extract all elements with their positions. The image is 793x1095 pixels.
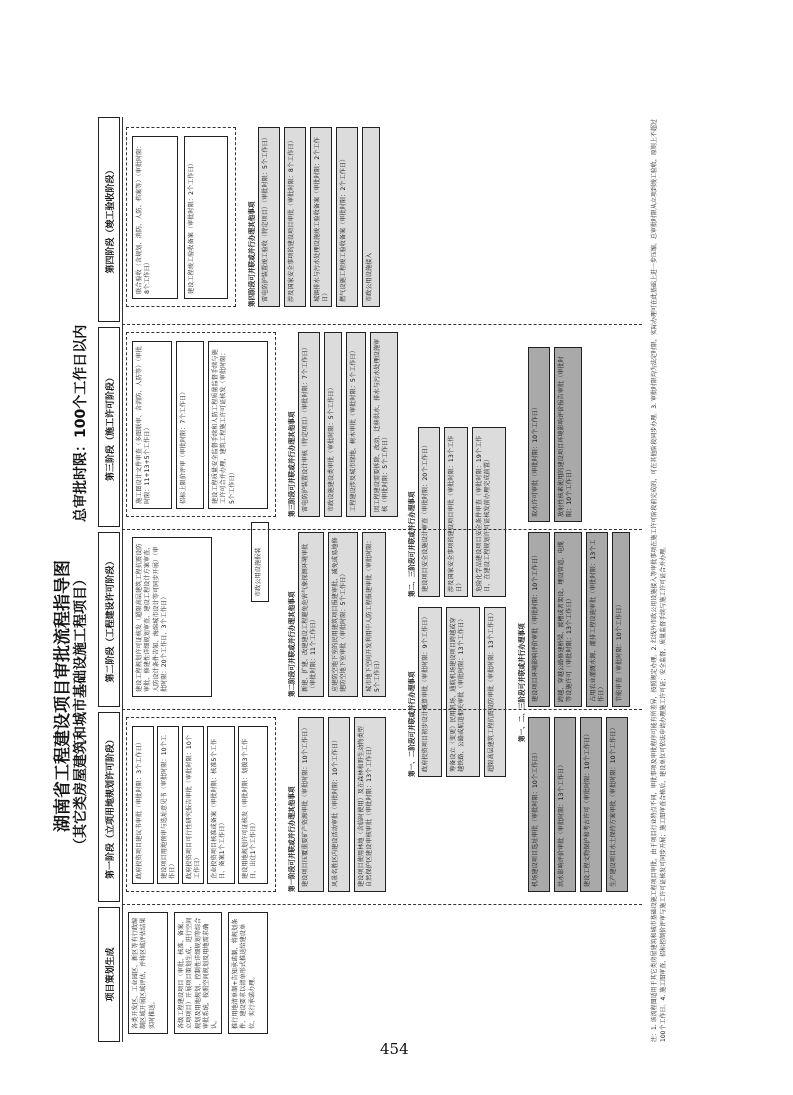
parallel-12-item: 筹备设立（变更）民用机场、通航机场建设项目跨越或穿越铁路、公路或航道相关审批（审批时限：13个工作日） [446, 607, 480, 777]
diagram-title: 湖南省工程建设项目审批流程指导图 [53, 560, 73, 832]
stage2-main: 建设工程规划许可证核发（超限高层建筑工程抗震设防审批、修建性详细规划审查、建设工程设计方案审查、人防设计条件告知、海绵城市设计等可同步开展）（审批时限：20个工作日、3个工作日） [132, 537, 212, 697]
parallel-4-item: 燃气设施工程竣工验收备案（审批时限：2个工作日） [336, 127, 358, 307]
parallel-1-item: 风景名胜区内建设活动审批（审批时限：10个工作日） [328, 717, 350, 892]
parallel-2-item: 新建、扩建、改建建设工程避免危害气象探测环境审批（审批时限：11个工作日） [298, 532, 324, 697]
parallel-4-title: 第四阶段可并联或并行办理其他事项 [248, 201, 256, 307]
parallel-3-title: 第三阶段可并联或并行办理其他事项 [288, 411, 296, 517]
parallel-123-item: 取水许可审批（审批时限：10个工作日） [528, 347, 550, 522]
parallel-3-item: 工程建设涉及城市绿地、树木审批（审批时限：5个工作日） [346, 332, 366, 517]
stage1-item: 建设用地规划许可证核发（审批时限：划拨3个工作日、出让1个工作日） [238, 726, 268, 884]
left-dark-item: 洪水影响评价审批（审批时限：13个工作日） [554, 717, 576, 892]
parallel-1-item: 建设项目使用林地（含临时使用）及在森林和野生动物类型自然保护区建设审核审批（审批时限：13个工作日） [354, 717, 386, 892]
parallel-12-item: 政府投资项目初步设计概算审批（审批时限：9个工作日） [418, 607, 442, 777]
planning-box: 推行用地清单制+告知承诺制，将规划条件、建设要求以清单形式推送给建设单位，实行承诺办理。 [228, 912, 268, 1034]
planning-box: 各级工程建设项目（审批、核准、备案、立项项目）开展项目策划生成，进行空间规划及用地规划、控制性详细规划等综合审批系统，按照空间规划及用地需求确认。 [174, 912, 222, 1034]
divider [122, 529, 642, 530]
stage3-item: 施工图设计文件审查（多图联审、含消防、人防等）（审批时限：11+13+5个工作日） [132, 341, 172, 509]
stage4-item: 联合验收（含规划、消防、人防、档案等）（审批时限：8个工作日） [132, 136, 178, 299]
parallel-2-title: 第二阶段可并联或并行办理其他事项 [288, 591, 296, 697]
parallel-23-title: 第二、三阶段可并联或并行办理事项 [408, 491, 416, 597]
diagram-subtitle: （其它类房屋建筑和城市基础设施工程项目） [73, 572, 89, 852]
divider [122, 324, 642, 325]
parallel-123-title: 第一、二、三阶段可并联或并行办理事项 [518, 623, 526, 742]
parallel-1-title: 第一阶段可并联或并行办理其他事项 [288, 786, 296, 892]
parallel-23-item: 建设项目安全设施设计审查（审批时限：20个工作日） [418, 427, 440, 597]
parallel-123-item: 占用农业灌溉水源、灌排工程设施审批（审批时限：13个工作日） [586, 532, 608, 707]
stage1-item: 政府投资项目可行性研究报告审批（审批时限：10个工作日） [182, 726, 204, 884]
stage3-item: 招标上限价评审（审批时限：7个工作日） [176, 341, 204, 509]
parallel-123-item: 建设项目环境影响评价审批（审批时限：10个工作日） [528, 532, 550, 707]
municipal-connect-box: 市政公用设施报装 [251, 522, 269, 602]
stage-header-1: 第一阶段（立项用地规划许可阶段） [98, 712, 120, 902]
parallel-4-item: 雷电防护装置竣工验收（特定项目）（审批时限：5个工作日） [258, 127, 280, 307]
parallel-23-item: 涉及国家安全事项的建设项目审批（审批时限：13个工作日） [444, 427, 468, 597]
footnotes: 注：1. 该流程图适用于其它类房屋建筑和城市基础设施工程项目审批。由于项目行业特点不同，审批事项及审批程序可能有所差异，按照规定办理。2. 红线外市政公用设施接入等审批事项在施工许可阶段前完成的，可在其他阶段同步办理。3. 审批时限均为法定时限，实际办理可在此基础上进一步压缩。总审批时限从立项到竣工验收，原则上不超过100个工作日。4. 施工图审查、招标控制价评审与施工许可证核发可同步开展；施工图审查合格后，建设单位可依法申请办理施工许可证；安全监督、质量监督手续与施工许可证合并办理。 [651, 119, 667, 1042]
total-time: 总审批时限：100个工作日以内 [73, 324, 89, 522]
parallel-2-item: 应建防空地下室的民用建筑项目报建审批、减免或易地修建防空地下室审批（审批时限：5个工作日） [328, 532, 358, 697]
stage1-item: 建设项目用地预审与选址意见书（审批时限：10个工作日） [157, 726, 179, 884]
parallel-4-item: 涉及国家安全事项的建设项目审批（审批时限：8个工作日） [284, 127, 306, 307]
stage3-item: 建设工程质量安全监督手续和人防工程质量监督手续与施工许可合并办理，建筑工程施工许可证核发（审批时限：5个工作日） [208, 341, 268, 509]
stage-header-3: 第三阶段（施工许可阶段） [98, 327, 120, 527]
divider [122, 709, 642, 710]
parallel-123-item: 跨越、穿越公路修建桥梁、渡槽或者架设、埋设管道、电缆等设施许可（审批时限：13个工作日） [554, 532, 582, 707]
divider [122, 904, 642, 905]
left-dark-item: 机场建设项目选址审批（审批时限：10个工作日） [528, 717, 550, 892]
stage-header-4: 第四阶段（竣工验收阶段） [98, 117, 120, 322]
parallel-4-item: 市政公用设施接入 [362, 127, 380, 307]
planning-box: 各类开发区、工业园区、新区等有行政编制区域开展区域评估，并将区域评估结果实时推送。 [128, 912, 168, 1034]
left-dark-item: 建设工程文物保护和考古许可（审批时限：10个工作日） [580, 717, 602, 892]
stage1-item: 企业投资项目核准或备案（审批时限：核准5个工作日、备案1个工作日） [207, 726, 235, 884]
parallel-3-item: 因工程建设需要拆除、改动、迁移供水、排水与污水处理设施审核（审批时限：5个工作日） [370, 332, 398, 517]
parallel-2-item: 城市地下空间开发利用中人防工程报建审批（审批时限：5个工作日） [362, 532, 386, 697]
parallel-3-item: 雷电防护装置设计审核（特定项目）（审批时限：7个工作日） [298, 332, 320, 517]
parallel-3-item: 市政设施建设类审批（审批时限：5个工作日） [324, 332, 342, 517]
parallel-4-item: 城镇排水与污水处理设施竣工验收备案（审批时限：2个工作日） [310, 127, 332, 307]
left-dark-item: 生产建设项目水土保持方案审批（审批时限：10个工作日） [606, 717, 628, 892]
rotated-diagram [46, 112, 726, 1042]
stage1-item: 政府投资项目建议书审批（审批时限：3个工作日） [132, 726, 154, 884]
parallel-123-item: 放射性核素使用的建设项目环境影响评价报告审批（审批时限：10个工作日） [554, 347, 582, 522]
stage4-item: 建设工程竣工验收备案（审批时限：2个工作日） [184, 136, 228, 299]
parallel-23-item: 危险化学品建设项目安全条件审查（审批时限：19个工作日，在建设工程规划许可证核发前办理完成前置） [472, 427, 506, 597]
right-dark-item: 节能审查（审批时限：10个工作日） [612, 532, 630, 707]
stage-header-2: 第二阶段（工程建设许可阶段） [98, 532, 120, 707]
parallel-12-title: 第一、二阶段可并联或并行办理事项 [408, 671, 416, 777]
parallel-12-item: 超限高层建筑工程抗震设防审批（审批时限：13个工作日） [484, 607, 506, 777]
stage-header-planning: 项目策划生成 [98, 907, 120, 1042]
page-number: 454 [380, 1040, 409, 1058]
parallel-1-item: 建设项目压覆重要矿产资源审批（审批时限：10个工作日） [298, 717, 324, 892]
